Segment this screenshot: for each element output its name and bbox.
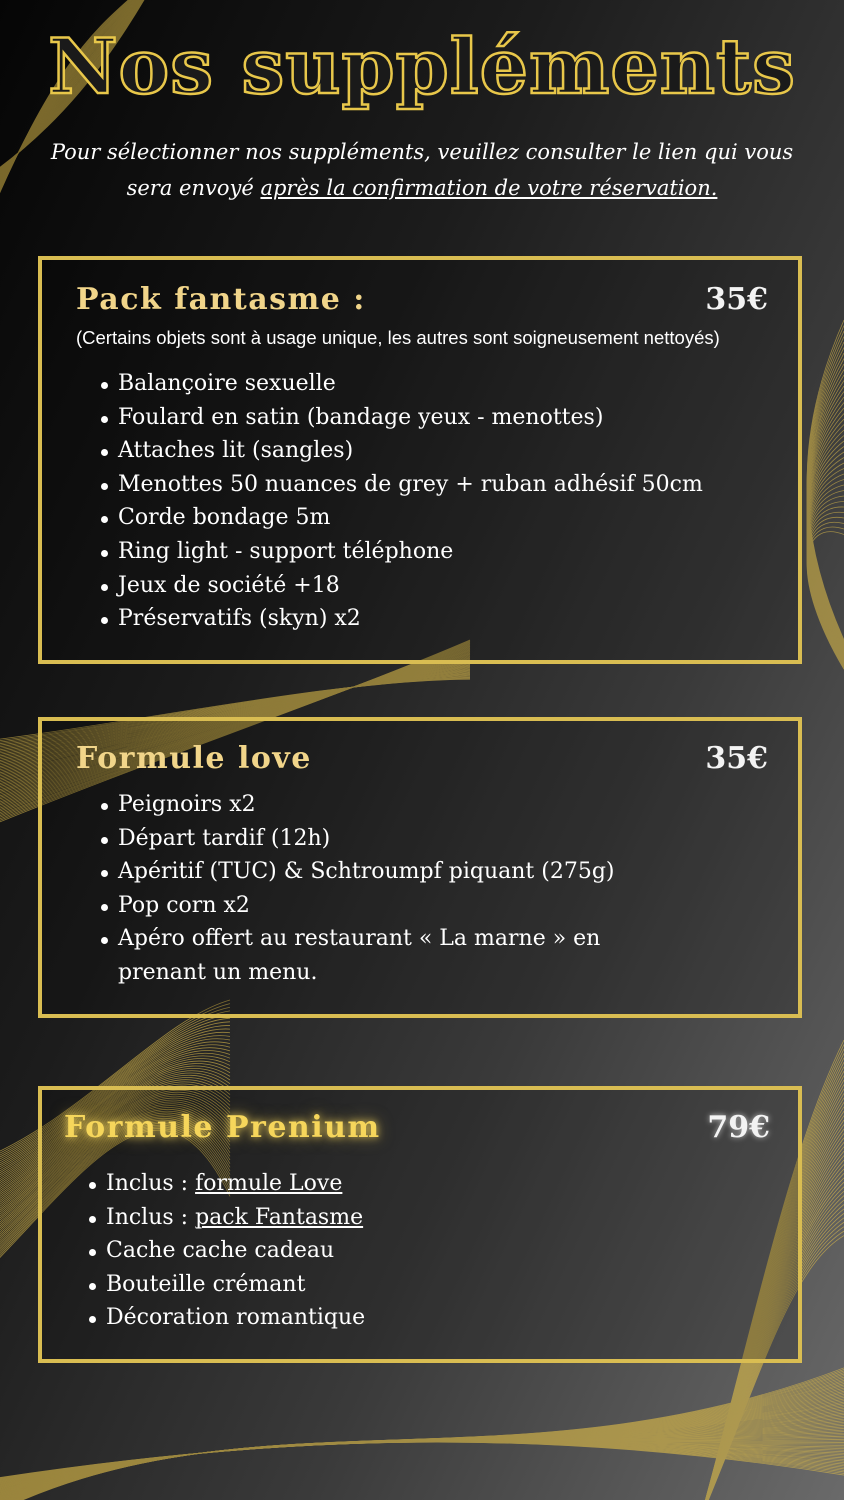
list-item: Apéritif (TUC) & Schtroumpf piquant (275g)	[100, 855, 638, 889]
intro-text	[30, 134, 814, 206]
formule-love-price: 35€	[705, 741, 768, 776]
formule-prenium-card	[38, 1086, 802, 1363]
list-item: Pop corn x2	[100, 889, 638, 923]
formule-love-title: Formule love	[76, 741, 312, 776]
formule-love-card	[38, 717, 802, 1018]
formule-prenium-price: 79€	[707, 1110, 770, 1145]
list-item: Cache cache cadeau	[88, 1234, 365, 1268]
list-item: Corde bondage 5m	[100, 501, 703, 535]
list-item: Foulard en satin (bandage yeux - menottes)	[100, 401, 703, 435]
intro-underlined-text: après la confirmation de votre réservation.	[260, 176, 718, 200]
list-item: Peignoirs x2	[100, 788, 638, 822]
pack-fantasme-link[interactable]: pack Fantasme	[195, 1204, 364, 1230]
list-item: Balançoire sexuelle	[100, 367, 703, 401]
list-item: Ring light - support téléphone	[100, 535, 703, 569]
formule-love-list	[100, 788, 638, 990]
list-item: Préservatifs (skyn) x2	[100, 602, 703, 636]
formule-prenium-list	[88, 1167, 365, 1335]
list-item: Menottes 50 nuances de grey + ruban adhésif 50cm	[100, 468, 703, 502]
formule-prenium-title: Formule Prenium	[64, 1110, 381, 1145]
pack-fantasme-list	[100, 367, 703, 636]
pack-fantasme-note: (Certains objets sont à usage unique, les autres sont soigneusement nettoyés)	[76, 327, 720, 348]
pack-fantasme-title: Pack fantasme :	[76, 282, 366, 317]
pack-fantasme-price: 35€	[705, 282, 768, 317]
list-item: Apéro offert au restaurant « La marne » en prenant un menu.	[100, 922, 638, 989]
list-item: Jeux de société +18	[100, 569, 703, 603]
intro-sentence: Pour sélectionner nos suppléments, veuillez consulter le lien qui vous sera envoyé	[50, 140, 794, 200]
list-item	[88, 1201, 365, 1235]
list-item	[88, 1167, 365, 1201]
list-item: Bouteille crémant	[88, 1268, 365, 1302]
page-title: Nos suppléments	[48, 22, 796, 111]
list-item: Départ tardif (12h)	[100, 822, 638, 856]
included-prefix: Inclus :	[106, 1171, 196, 1196]
included-prefix: Inclus :	[106, 1204, 196, 1230]
list-item: Décoration romantique	[88, 1301, 365, 1335]
pack-fantasme-card	[38, 256, 802, 664]
list-item: Attaches lit (sangles)	[100, 434, 703, 468]
formule-love-link[interactable]: formule Love	[195, 1171, 343, 1196]
